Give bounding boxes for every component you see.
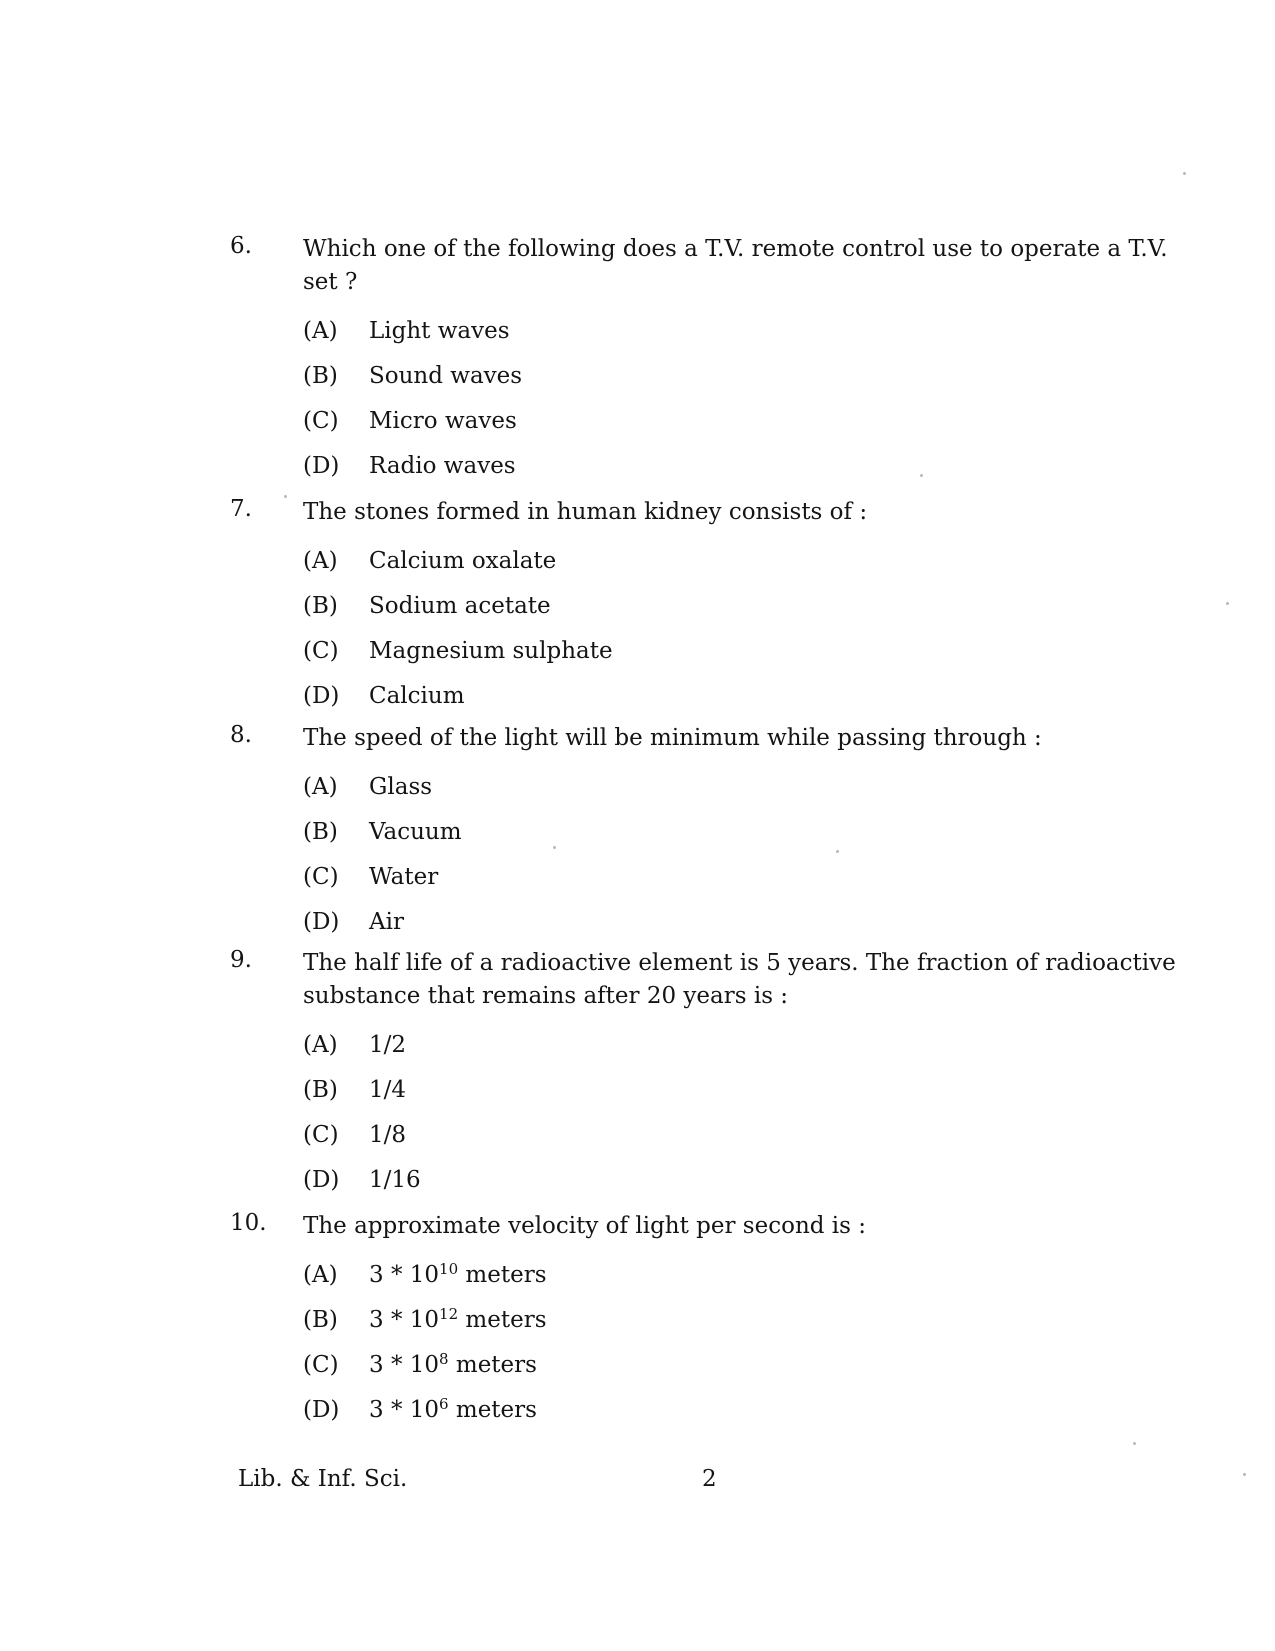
option-label: (B) — [303, 363, 338, 389]
scan-speck — [284, 495, 287, 498]
option-base: 3 * 10 — [369, 1307, 440, 1333]
question-10 — [230, 1210, 1185, 1433]
option-b — [303, 1298, 1185, 1343]
scan-speck — [1183, 172, 1186, 175]
option-label: (C) — [303, 1122, 339, 1148]
question-6 — [230, 233, 1185, 489]
option-c — [303, 629, 1185, 674]
option-unit: meters — [448, 1352, 537, 1378]
option-b — [303, 584, 1185, 629]
question-header — [230, 496, 1185, 529]
option-label: (A) — [303, 774, 338, 800]
question-header — [230, 233, 1185, 299]
option-text — [369, 1298, 547, 1343]
option-label: (A) — [303, 1262, 338, 1288]
options-list — [303, 1253, 1185, 1433]
question-header — [230, 1210, 1185, 1243]
option-b — [303, 354, 1185, 399]
option-label: (D) — [303, 1167, 340, 1193]
question-9 — [230, 947, 1185, 1203]
option-text: 1/8 — [369, 1122, 407, 1148]
scan-speck — [836, 850, 839, 853]
option-text: Sound waves — [369, 363, 523, 389]
option-d — [303, 900, 1185, 945]
footer-subject: Lib. & Inf. Sci. — [238, 1466, 408, 1492]
option-unit: meters — [458, 1262, 547, 1288]
option-exponent: 8 — [439, 1349, 449, 1368]
options-list — [303, 1023, 1185, 1203]
question-text: Which one of the following does a T.V. remote control use to operate a T.V. set ? — [303, 236, 1168, 295]
option-label: (D) — [303, 453, 340, 479]
page-number: 2 — [702, 1466, 717, 1492]
option-label: (A) — [303, 1032, 338, 1058]
option-text — [369, 1253, 547, 1298]
option-text: Water — [369, 864, 439, 890]
option-label: (A) — [303, 318, 338, 344]
option-c — [303, 1343, 1185, 1388]
scan-speck — [1243, 1473, 1246, 1476]
option-c — [303, 399, 1185, 444]
option-a — [303, 765, 1185, 810]
option-text: 1/16 — [369, 1167, 421, 1193]
option-text: Micro waves — [369, 408, 517, 434]
scan-speck — [1133, 1442, 1136, 1445]
option-text — [369, 1343, 537, 1388]
option-a — [303, 309, 1185, 354]
scan-speck — [920, 474, 923, 477]
question-number: 8. — [230, 722, 252, 748]
question-number: 6. — [230, 233, 252, 259]
option-text — [369, 1388, 537, 1433]
option-base: 3 * 10 — [369, 1397, 440, 1423]
option-base: 3 * 10 — [369, 1262, 440, 1288]
question-text: The speed of the light will be minimum while passing through : — [303, 725, 1042, 751]
option-d — [303, 444, 1185, 489]
options-list — [303, 539, 1185, 719]
option-text: Magnesium sulphate — [369, 638, 613, 664]
option-text: Sodium acetate — [369, 593, 551, 619]
option-text: Light waves — [369, 318, 510, 344]
option-label: (C) — [303, 408, 339, 434]
option-label: (D) — [303, 1397, 340, 1423]
option-unit: meters — [448, 1397, 537, 1423]
option-label: (D) — [303, 909, 340, 935]
option-a — [303, 539, 1185, 584]
option-exponent: 12 — [439, 1304, 459, 1323]
option-d — [303, 1388, 1185, 1433]
option-base: 3 * 10 — [369, 1352, 440, 1378]
question-text: The approximate velocity of light per second is : — [303, 1213, 867, 1239]
question-number: 9. — [230, 947, 252, 973]
scan-speck — [1226, 602, 1229, 605]
option-a — [303, 1253, 1185, 1298]
option-label: (B) — [303, 1307, 338, 1333]
question-number: 7. — [230, 496, 252, 522]
option-c — [303, 855, 1185, 900]
option-text: Radio waves — [369, 453, 516, 479]
question-text: The half life of a radioactive element is 5 years. The fraction of radioactive substance that remains after 20 years is : — [303, 950, 1176, 1009]
option-label: (C) — [303, 864, 339, 890]
option-d — [303, 1158, 1185, 1203]
scan-speck — [553, 846, 556, 849]
option-text: 1/2 — [369, 1032, 407, 1058]
option-text: Air — [369, 909, 404, 935]
option-text: 1/4 — [369, 1077, 407, 1103]
option-text: Calcium oxalate — [369, 548, 557, 574]
question-number: 10. — [230, 1210, 267, 1236]
question-text: The stones formed in human kidney consists of : — [303, 499, 868, 525]
option-label: (C) — [303, 1352, 339, 1378]
option-a — [303, 1023, 1185, 1068]
option-label: (C) — [303, 638, 339, 664]
option-label: (B) — [303, 819, 338, 845]
option-label: (A) — [303, 548, 338, 574]
options-list — [303, 765, 1185, 945]
option-exponent: 6 — [439, 1394, 449, 1413]
option-text: Vacuum — [369, 819, 462, 845]
option-text: Glass — [369, 774, 433, 800]
option-exponent: 10 — [439, 1259, 459, 1278]
question-header — [230, 947, 1185, 1013]
option-text: Calcium — [369, 683, 465, 709]
option-c — [303, 1113, 1185, 1158]
option-label: (D) — [303, 683, 340, 709]
option-label: (B) — [303, 1077, 338, 1103]
option-d — [303, 674, 1185, 719]
option-b — [303, 810, 1185, 855]
option-unit: meters — [458, 1307, 547, 1333]
option-label: (B) — [303, 593, 338, 619]
option-b — [303, 1068, 1185, 1113]
question-7 — [230, 496, 1185, 719]
question-header — [230, 722, 1185, 755]
question-8 — [230, 722, 1185, 945]
options-list — [303, 309, 1185, 489]
